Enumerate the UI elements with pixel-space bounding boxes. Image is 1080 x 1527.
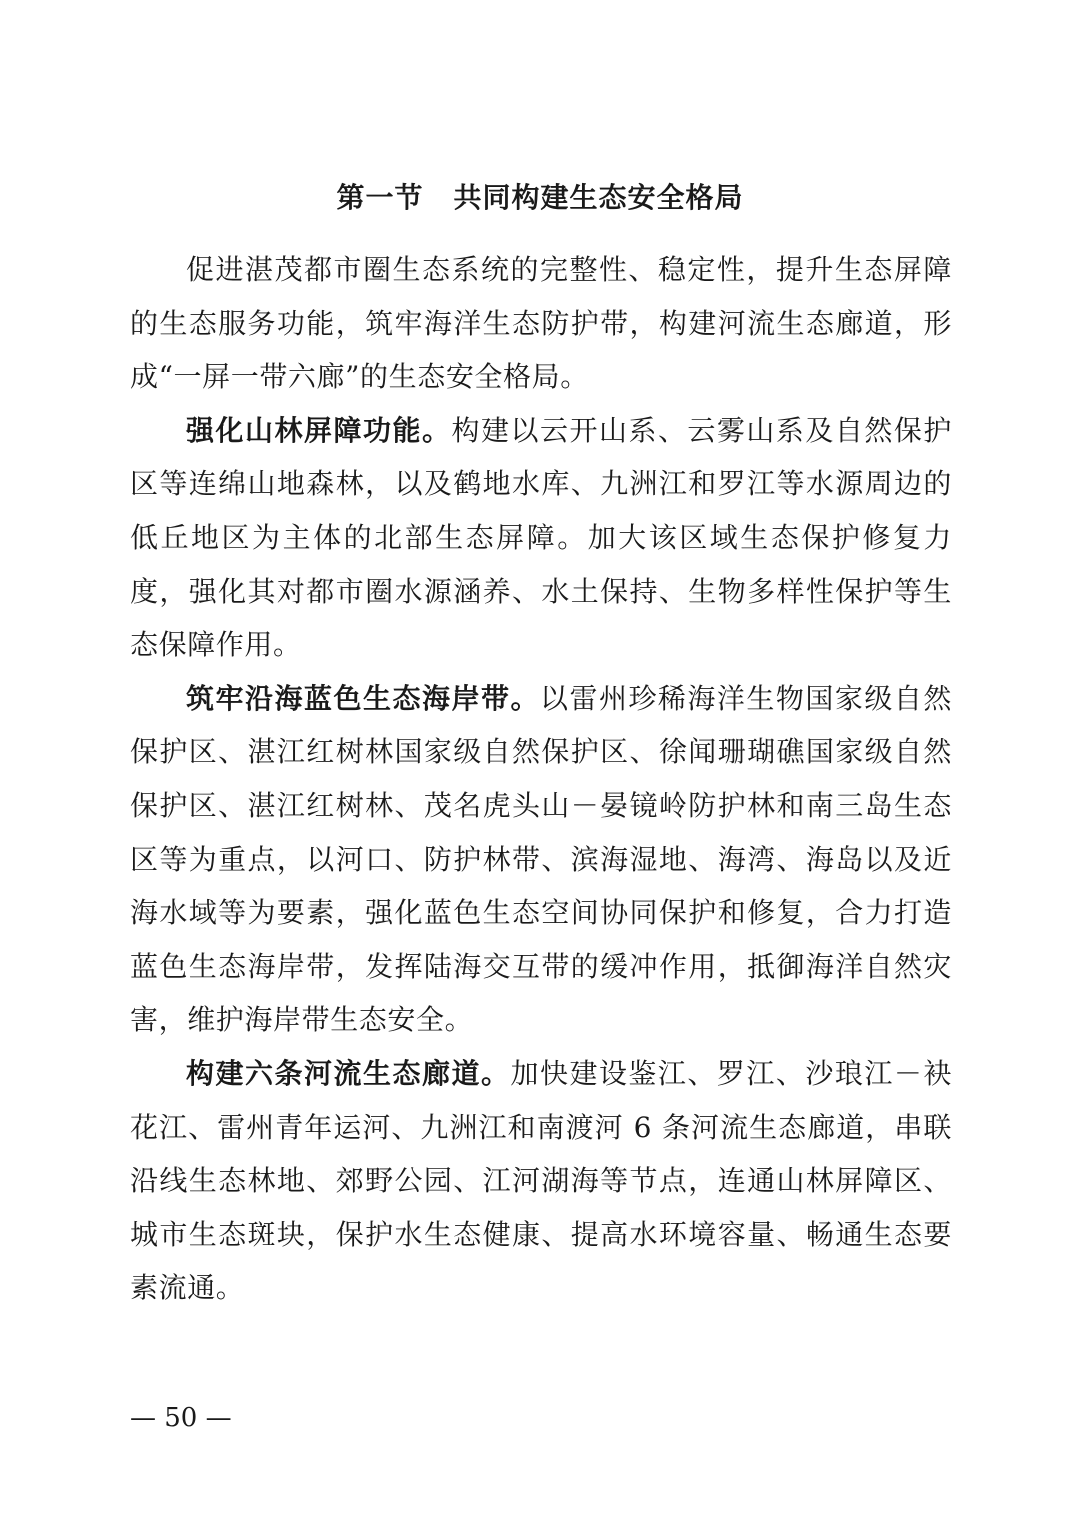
paragraph-river-corridors-text: 加快建设鉴江、罗江、沙琅江－袂花江、雷州青年运河、九洲江和南渡河 6 条河流生态廊道，串联沿线生态林地、郊野公园、江河湖海等节点，连通山林屏障区、城市生态斑块，保护水生态健康、提高水环境容量、畅通生态要素流通。 <box>130 1056 952 1305</box>
paragraph-river-corridors-lead: 构建六条河流生态廊道。 <box>186 1056 511 1090</box>
paragraph-mountain-barrier <box>130 404 952 672</box>
paragraph-intro <box>130 243 952 404</box>
body-text <box>130 243 952 1315</box>
paragraph-intro-text: 促进湛茂都市圈生态系统的完整性、稳定性，提升生态屏障的生态服务功能，筑牢海洋生态防护带，构建河流生态廊道，形成“一屏一带六廊”的生态安全格局。 <box>130 253 952 394</box>
paragraph-river-corridors <box>130 1047 952 1315</box>
paragraph-mountain-barrier-lead: 强化山林屏障功能。 <box>186 413 452 447</box>
page-number: — 50 — <box>130 1403 232 1433</box>
paragraph-coastal-belt <box>130 672 952 1047</box>
section-number: 第一节 <box>336 181 424 214</box>
section-title-text: 共同构建生态安全格局 <box>453 181 744 214</box>
section-heading <box>0 176 1080 220</box>
paragraph-mountain-barrier-text: 构建以云开山系、云雾山系及自然保护区等连绵山地森林，以及鹤地水库、九洲江和罗江等水源周边的低丘地区为主体的北部生态屏障。加大该区域生态保护修复力度，强化其对都市圈水源涵养、水土保持、生物多样性保护等生态保障作用。 <box>130 413 953 662</box>
paragraph-coastal-belt-lead: 筑牢沿海蓝色生态海岸带。 <box>186 681 540 715</box>
paragraph-coastal-belt-text: 以雷州珍稀海洋生物国家级自然保护区、湛江红树林国家级自然保护区、徐闻珊瑚礁国家级自然保护区、湛江红树林、茂名虎头山－晏镜岭防护林和南三岛生态区等为重点，以河口、防护林带、滨海湿地、海湾、海岛以及近海水域等为要素，强化蓝色生态空间协同保护和修复，合力打造蓝色生态海岸带，发挥陆海交互带的缓冲作用，抵御海洋自然灾害，维护海岸带生态安全。 <box>130 681 952 1037</box>
